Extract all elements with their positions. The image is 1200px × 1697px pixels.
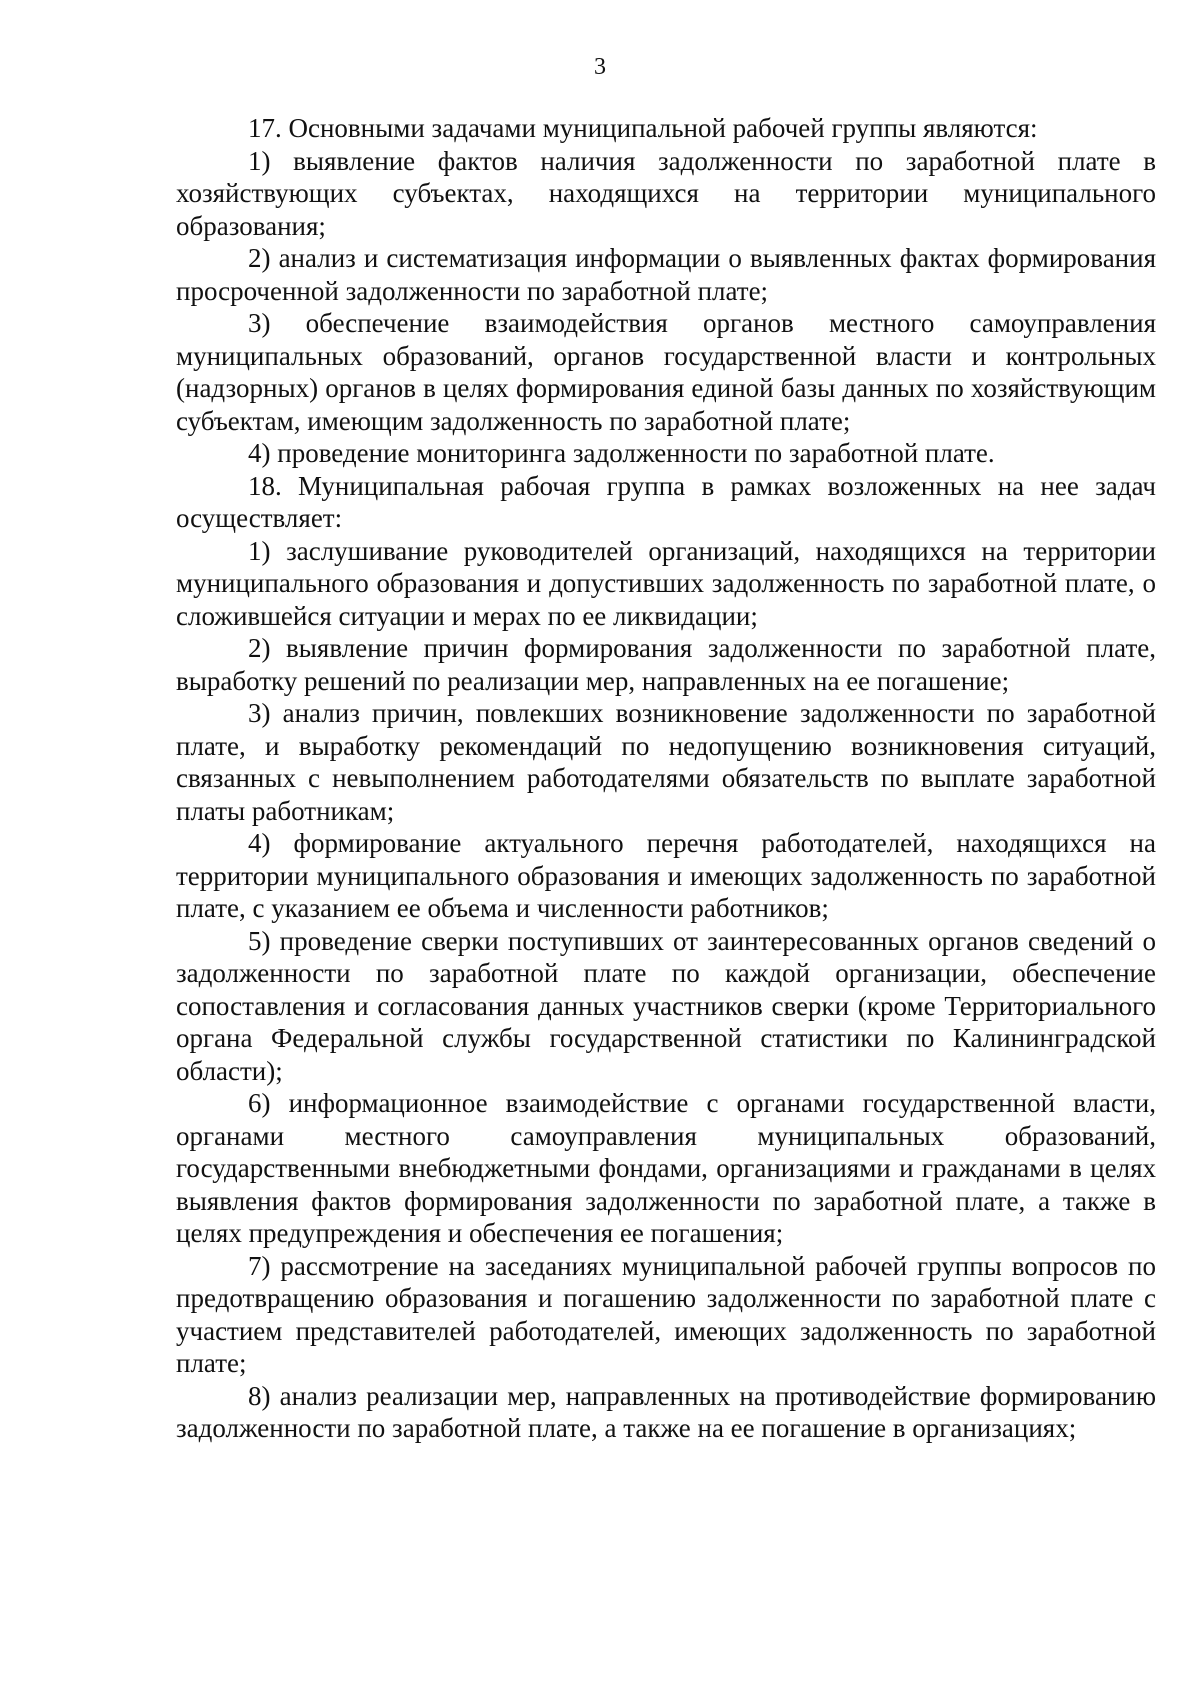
page-number: 3	[594, 54, 606, 80]
paragraph-18-item-8: 8) анализ реализации мер, направленных на противодействие формированию задолженности по заработной плате, а также на ее погашение в организациях;	[176, 1380, 1156, 1443]
document-body	[176, 112, 1156, 1445]
paragraph-17-heading: 17. Основными задачами муниципальной рабочей группы являются:	[248, 113, 1038, 143]
paragraph-17-item-3: 3) обеспечение взаимодействия органов местного самоуправления муниципальных образований, органов государственной власти и контрольных (надзорных) органов в целях формирования единой базы данных по хозяйствующим субъектам, имеющим задолженность по заработной плате;	[176, 308, 1156, 436]
paragraph-18-item-2: 2) выявление причин формирования задолженности по заработной плате, выработку решений по реализации мер, направленных на ее погашение;	[176, 633, 1156, 696]
paragraph-18-item-1: 1) заслушивание руководителей организаций, находящихся на территории муниципального образования и допустивших задолженность по заработной плате, о сложившейся ситуации и мерах по ее ликвидации;	[176, 535, 1156, 631]
paragraph-18-item-5: 5) проведение сверки поступивших от заинтересованных органов сведений о задолженности по заработной плате по каждой организации, обеспечение сопоставления и согласования данных участников сверки (кроме Территориального органа Федеральной службы государственной статистики по Калининградской области);	[176, 925, 1156, 1086]
paragraph-18-item-7: 7) рассмотрение на заседаниях муниципальной рабочей группы вопросов по предотвращению образования и погашению задолженности по заработной плате с участием представителей работодателей, имеющих задолженность по заработной плате;	[176, 1250, 1156, 1378]
paragraph-18-item-4: 4) формирование актуального перечня работодателей, находящихся на территории муниципального образования и имеющих задолженность по заработной плате, с указанием ее объема и численности работников;	[176, 828, 1156, 923]
paragraph-18-item-6: 6) информационное взаимодействие с органами государственной власти, органами местного самоуправления муниципальных образований, государственными внебюджетными фондами, организациями и гражданами в целях выявления фактов формирования задолженности по заработной плате, а также в целях предупреждения и обеспечения ее погашения;	[176, 1088, 1156, 1248]
paragraph-17-item-4: 4) проведение мониторинга задолженности по заработной плате.	[248, 438, 995, 468]
paragraph-17-item-1: 1) выявление фактов наличия задолженности по заработной плате в хозяйствующих субъектах, находящихся на территории муниципального образования;	[176, 145, 1156, 241]
paragraph-18-item-3: 3) анализ причин, повлекших возникновение задолженности по заработной плате, и выработку рекомендаций по недопущению возникновения ситуаций, связанных с невыполнением работодателями обязательств по выплате заработной платы работникам;	[176, 698, 1156, 826]
paragraph-17-item-2: 2) анализ и систематизация информации о выявленных фактах формирования просроченной задолженности по заработной плате;	[176, 243, 1156, 306]
paragraph-18-heading: 18. Муниципальная рабочая группа в рамках возложенных на нее задач осуществляет:	[176, 470, 1156, 533]
